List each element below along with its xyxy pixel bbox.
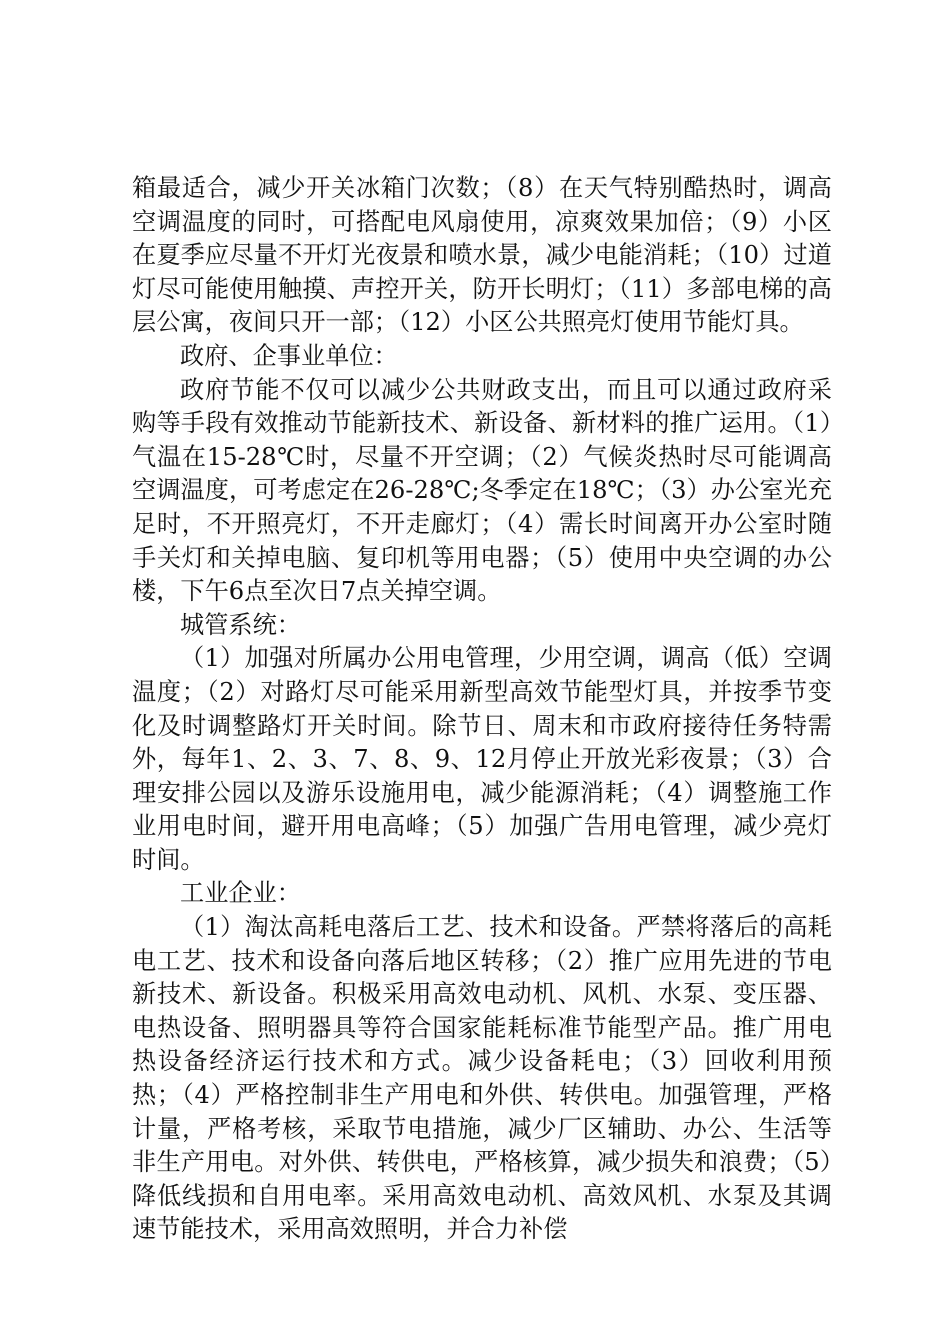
heading-government: 政府、企事业单位： xyxy=(180,341,398,370)
paragraph-government: 政府节能不仅可以减少公共财政支出，而且可以通过政府采购等手段有效推动节能新技术、新设备、新材料的推广运用。（1）气温在15-28℃时，尽量不开空调；（2）气候炎热时尽可能调高空调温度，可考虑定在26-28℃;冬季定在18℃；（3）办公室光充足时，不开照亮灯，不开走廊灯；（4）需长时间离开办公室时随手关灯和关掉电脑、复印机等用电器；（5）使用中央空调的办公楼，下午6点至次日7点关掉空调。 xyxy=(132,375,832,606)
paragraph-industrial: （1）淘汰高耗电落后工艺、技术和设备。严禁将落后的高耗电工艺、技术和设备向落后地区转移；（2）推广应用先进的节电新技术、新设备。积极采用高效电动机、风机、水泵、变压器、电热设备、照明器具等符合国家能耗标准节能型产品。推广用电热设备经济运行技术和方式。减少设备耗电；（3）回收利用预热；（4）严格控制非生产用电和外供、转供电。加强管理，严格计量，严格考核，采取节电措施，减少厂区辅助、办公、生活等非生产用电。对外供、转供电，严格核算，减少损失和浪费；（5）降低线损和自用电率。采用高效电动机、高效风机、水泵及其调速节能技术，采用高效照明，并合力补偿 xyxy=(132,913,832,1244)
document-body xyxy=(132,172,832,1247)
heading-urban-management: 城管系统： xyxy=(180,610,301,639)
heading-industrial: 工业企业： xyxy=(180,879,301,908)
paragraph-residential-tips: 箱最适合，减少开关冰箱门次数；（8）在天气特别酷热时，调高空调温度的同时，可搭配电风扇使用，凉爽效果加倍；（9）小区在夏季应尽量不开灯光夜景和喷水景，减少电能消耗；（10）过道灯尽可能使用触摸、声控开关，防开长明灯；（11）多部电梯的高层公寓，夜间只开一部；（12）小区公共照亮灯使用节能灯具。 xyxy=(132,174,832,337)
paragraph-urban-management: （1）加强对所属办公用电管理，少用空调，调高（低）空调温度；（2）对路灯尽可能采用新型高效节能型灯具，并按季节变化及时调整路灯开关时间。除节日、周末和市政府接待任务特需外，每年1、2、3、7、8、9、12月停止开放光彩夜景；（3）合理安排公园以及游乐设施用电，减少能源消耗；（4）调整施工作业用电时间，避开用电高峰；（5）加强广告用电管理，减少亮灯时间。 xyxy=(132,644,832,874)
